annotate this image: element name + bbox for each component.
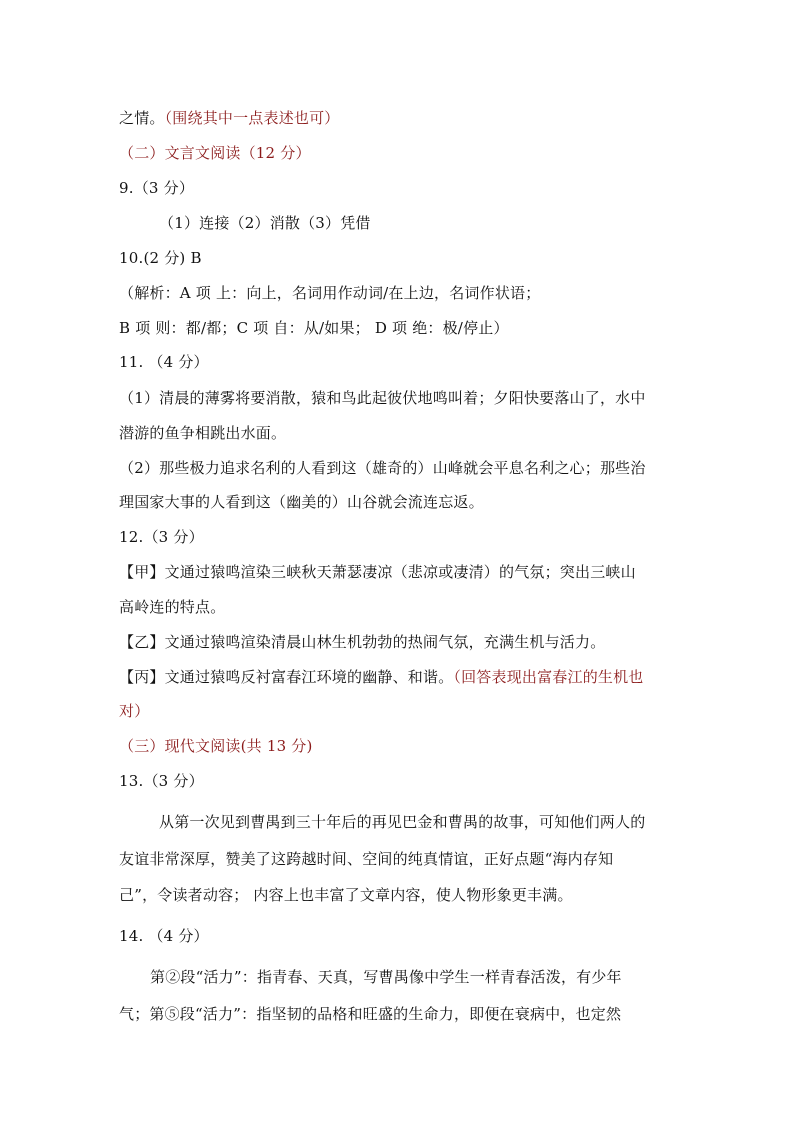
answer-text: 气；第⑤段“活力”：指坚韧的品格和旺盛的生命力，即便在衰病中，也定然	[119, 1005, 622, 1023]
grading-note: 对）	[119, 702, 150, 720]
answer-text: 【丙】文通过猿鸣反衬富春江环境的幽静、和谐。	[119, 668, 454, 686]
answer-text: 潜游的鱼争相跳出水面。	[119, 424, 287, 442]
text-line	[119, 108, 679, 128]
question-number: 10.(2 分) B	[119, 249, 202, 267]
answer-text: （1）连接（2）消散（3）凭借	[159, 214, 371, 232]
analysis-text: B 项 则：都/都；C 项 自：从/如果； D 项 绝：极/停止）	[119, 319, 509, 337]
question-number: 14. （4 分）	[119, 927, 209, 945]
section-heading: （二）文言文阅读（12 分）	[119, 144, 311, 162]
answer-text: 友谊非常深厚，赞美了这跨越时间、空间的纯真情谊，正好点题“海内存知	[119, 850, 614, 868]
answer-text: 之情。	[119, 109, 165, 127]
section-heading: （三）现代文阅读(共 13 分)	[119, 737, 313, 755]
analysis-text: （解析：A 项 上：向上，名词用作动词/在上边，名词作状语；	[119, 284, 541, 302]
answer-text: 【乙】文通过猿鸣渲染清晨山林生机勃勃的热闹气氛，充满生机与活力。	[119, 633, 606, 651]
answer-text: （1）清晨的薄雾将要消散，猿和鸟此起彼伏地鸣叫着；夕阳快要落山了，水中	[119, 389, 646, 407]
answer-text: （2）那些极力追求名利的人看到这（雄奇的）山峰就会平息名利之心；那些治	[119, 459, 646, 477]
grading-note: （回答表现出富春江的生机也	[453, 668, 644, 686]
question-number: 13.（3 分）	[119, 772, 204, 790]
answer-text: 己”，令读者动容； 内容上也丰富了文章内容，使人物形象更丰满。	[119, 886, 573, 904]
answer-text: 从第一次见到曹禺到三十年后的再见巴金和曹禺的故事，可知他们两人的	[159, 813, 646, 831]
answer-text: 高岭连的特点。	[119, 598, 226, 616]
answer-text: 【甲】文通过猿鸣渲染三峡秋天萧瑟凄凉（悲凉或凄清）的气氛；突出三峡山	[119, 563, 636, 581]
answer-text: 第②段“活力”：指青春、天真，写曹禺像中学生一样青春活泼，有少年	[150, 968, 622, 986]
question-number: 11. （4 分）	[119, 353, 209, 371]
question-number: 12.（3 分）	[119, 528, 204, 546]
grading-note: （围绕其中一点表述也可）	[164, 109, 340, 127]
question-number: 9.（3 分）	[119, 179, 195, 197]
answer-text: 理国家大事的人看到这（幽美的）山谷就会流连忘返。	[119, 493, 484, 511]
text-line	[119, 667, 679, 687]
